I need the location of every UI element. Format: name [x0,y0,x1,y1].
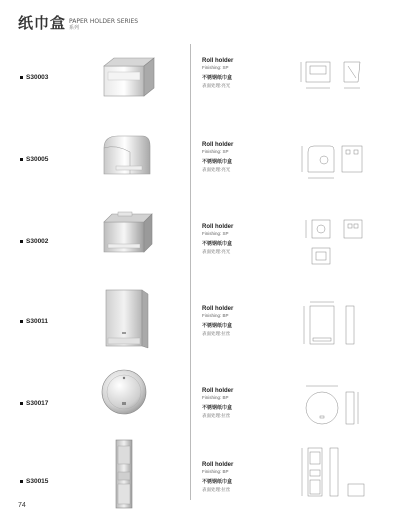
product-description [202,462,233,493]
product-name: Roll holder [202,462,234,468]
product-finishing: Finishing: BP [202,313,229,318]
product-photo [96,366,158,418]
product-code: S30005 [20,156,48,163]
technical-drawing [296,300,376,352]
product-material-cn: 不锈钢纸巾盒 [202,323,233,329]
product-description [202,58,233,89]
product-photo [96,130,158,184]
product-finishing: Finishing: SP [202,231,229,236]
product-finishing: Finishing: BP [202,395,229,400]
series-title-sub: 系列 [69,25,80,31]
product-row [0,206,400,290]
product-description [202,306,233,337]
series-title-cn: 纸巾盒 [18,14,67,32]
product-code: S30003 [20,74,48,81]
product-finish-cn: 表面处理:拉丝 [202,331,231,336]
technical-drawing [296,140,376,186]
product-description [202,142,233,173]
product-code: S30017 [20,400,48,407]
product-material-cn: 不锈钢纸巾盒 [202,241,233,247]
product-row [0,44,400,128]
page-number: 74 [18,502,26,509]
bullet-icon [20,158,23,161]
product-code: S30015 [20,478,48,485]
product-name: Roll holder [202,58,234,64]
product-finish-cn: 表面处理:亮光 [202,83,231,88]
product-finishing: Finishing: SP [202,149,229,154]
product-row [0,288,400,372]
product-row [0,436,400,520]
bullet-icon [20,76,23,79]
product-material-cn: 不锈钢纸巾盒 [202,479,233,485]
technical-drawing [296,444,376,502]
product-name: Roll holder [202,388,234,394]
product-finish-cn: 表面处理:拉丝 [202,487,231,492]
technical-drawing [296,380,376,432]
series-title-en: PAPER HOLDER SERIES [69,18,139,25]
product-finishing: Finishing: BP [202,469,229,474]
product-description [202,224,233,255]
product-material-cn: 不锈钢纸巾盒 [202,75,233,81]
product-description [202,388,233,419]
bullet-icon [20,402,23,405]
bullet-icon [20,320,23,323]
product-row [0,124,400,208]
product-photo [96,210,158,256]
product-photo [96,438,158,510]
product-name: Roll holder [202,142,234,148]
product-material-cn: 不锈钢纸巾盒 [202,159,233,165]
technical-drawing [296,214,376,274]
product-finish-cn: 表面处理:亮光 [202,249,231,254]
technical-drawing [296,56,376,96]
product-code: S30011 [20,318,48,325]
product-finish-cn: 表面处理:亮光 [202,167,231,172]
product-photo [96,288,158,350]
product-material-cn: 不锈钢纸巾盒 [202,405,233,411]
product-photo [96,54,158,100]
bullet-icon [20,240,23,243]
product-finishing: Finishing: SP [202,65,229,70]
page-header [18,12,138,33]
product-name: Roll holder [202,306,234,312]
product-code: S30002 [20,238,48,245]
bullet-icon [20,480,23,483]
product-name: Roll holder [202,224,234,230]
series-title-en-block [69,19,138,33]
product-finish-cn: 表面处理:拉丝 [202,413,231,418]
